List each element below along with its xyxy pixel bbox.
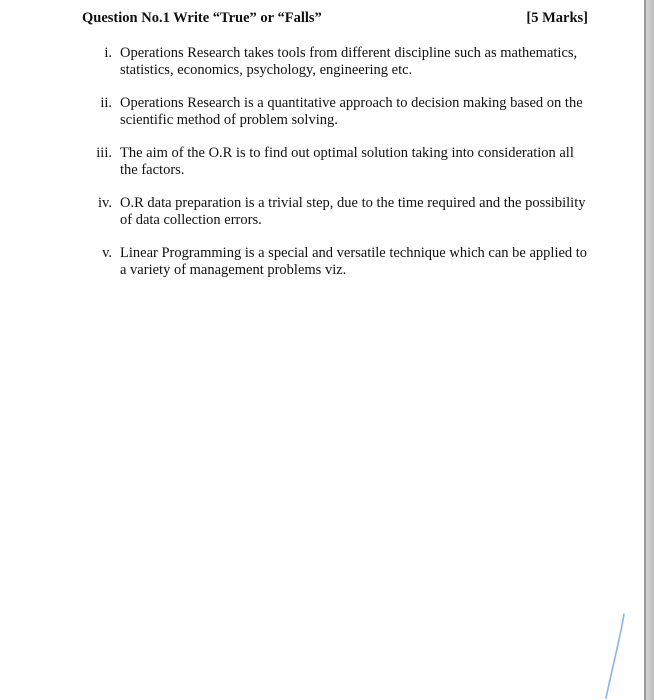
- item-text: Operations Research is a quantitative approach to decision making based on the scientific method of problem solving.: [120, 95, 583, 128]
- item-numeral: ii.: [100, 95, 112, 111]
- question-header: [82, 10, 588, 32]
- pen-mark-stroke: [600, 612, 630, 700]
- item-numeral: i.: [104, 45, 112, 61]
- statement-item: [82, 145, 594, 179]
- item-numeral: iii.: [96, 145, 112, 161]
- item-text: Operations Research takes tools from different discipline such as mathematics, statistics, economics, psychology, engineering etc.: [120, 45, 578, 78]
- question-title: Question No.1 Write “True” or “Falls”: [82, 10, 322, 26]
- item-text: O.R data preparation is a trivial step, due to the time required and the possibility of data collection errors.: [120, 195, 586, 228]
- page-edge-shadow: [644, 0, 654, 700]
- statement-list: [82, 45, 594, 295]
- statement-item: [82, 245, 594, 279]
- statement-item: [82, 45, 594, 79]
- marks-label: [5 Marks]: [526, 10, 588, 26]
- item-text: Linear Programming is a special and versatile technique which can be applied to a variety of management problems viz.: [120, 245, 588, 278]
- item-numeral: iv.: [98, 195, 112, 211]
- item-text: The aim of the O.R is to find out optimal solution taking into consideration all the factors.: [120, 145, 574, 178]
- statement-item: [82, 195, 594, 229]
- item-numeral: v.: [102, 245, 112, 261]
- statement-item: [82, 95, 594, 129]
